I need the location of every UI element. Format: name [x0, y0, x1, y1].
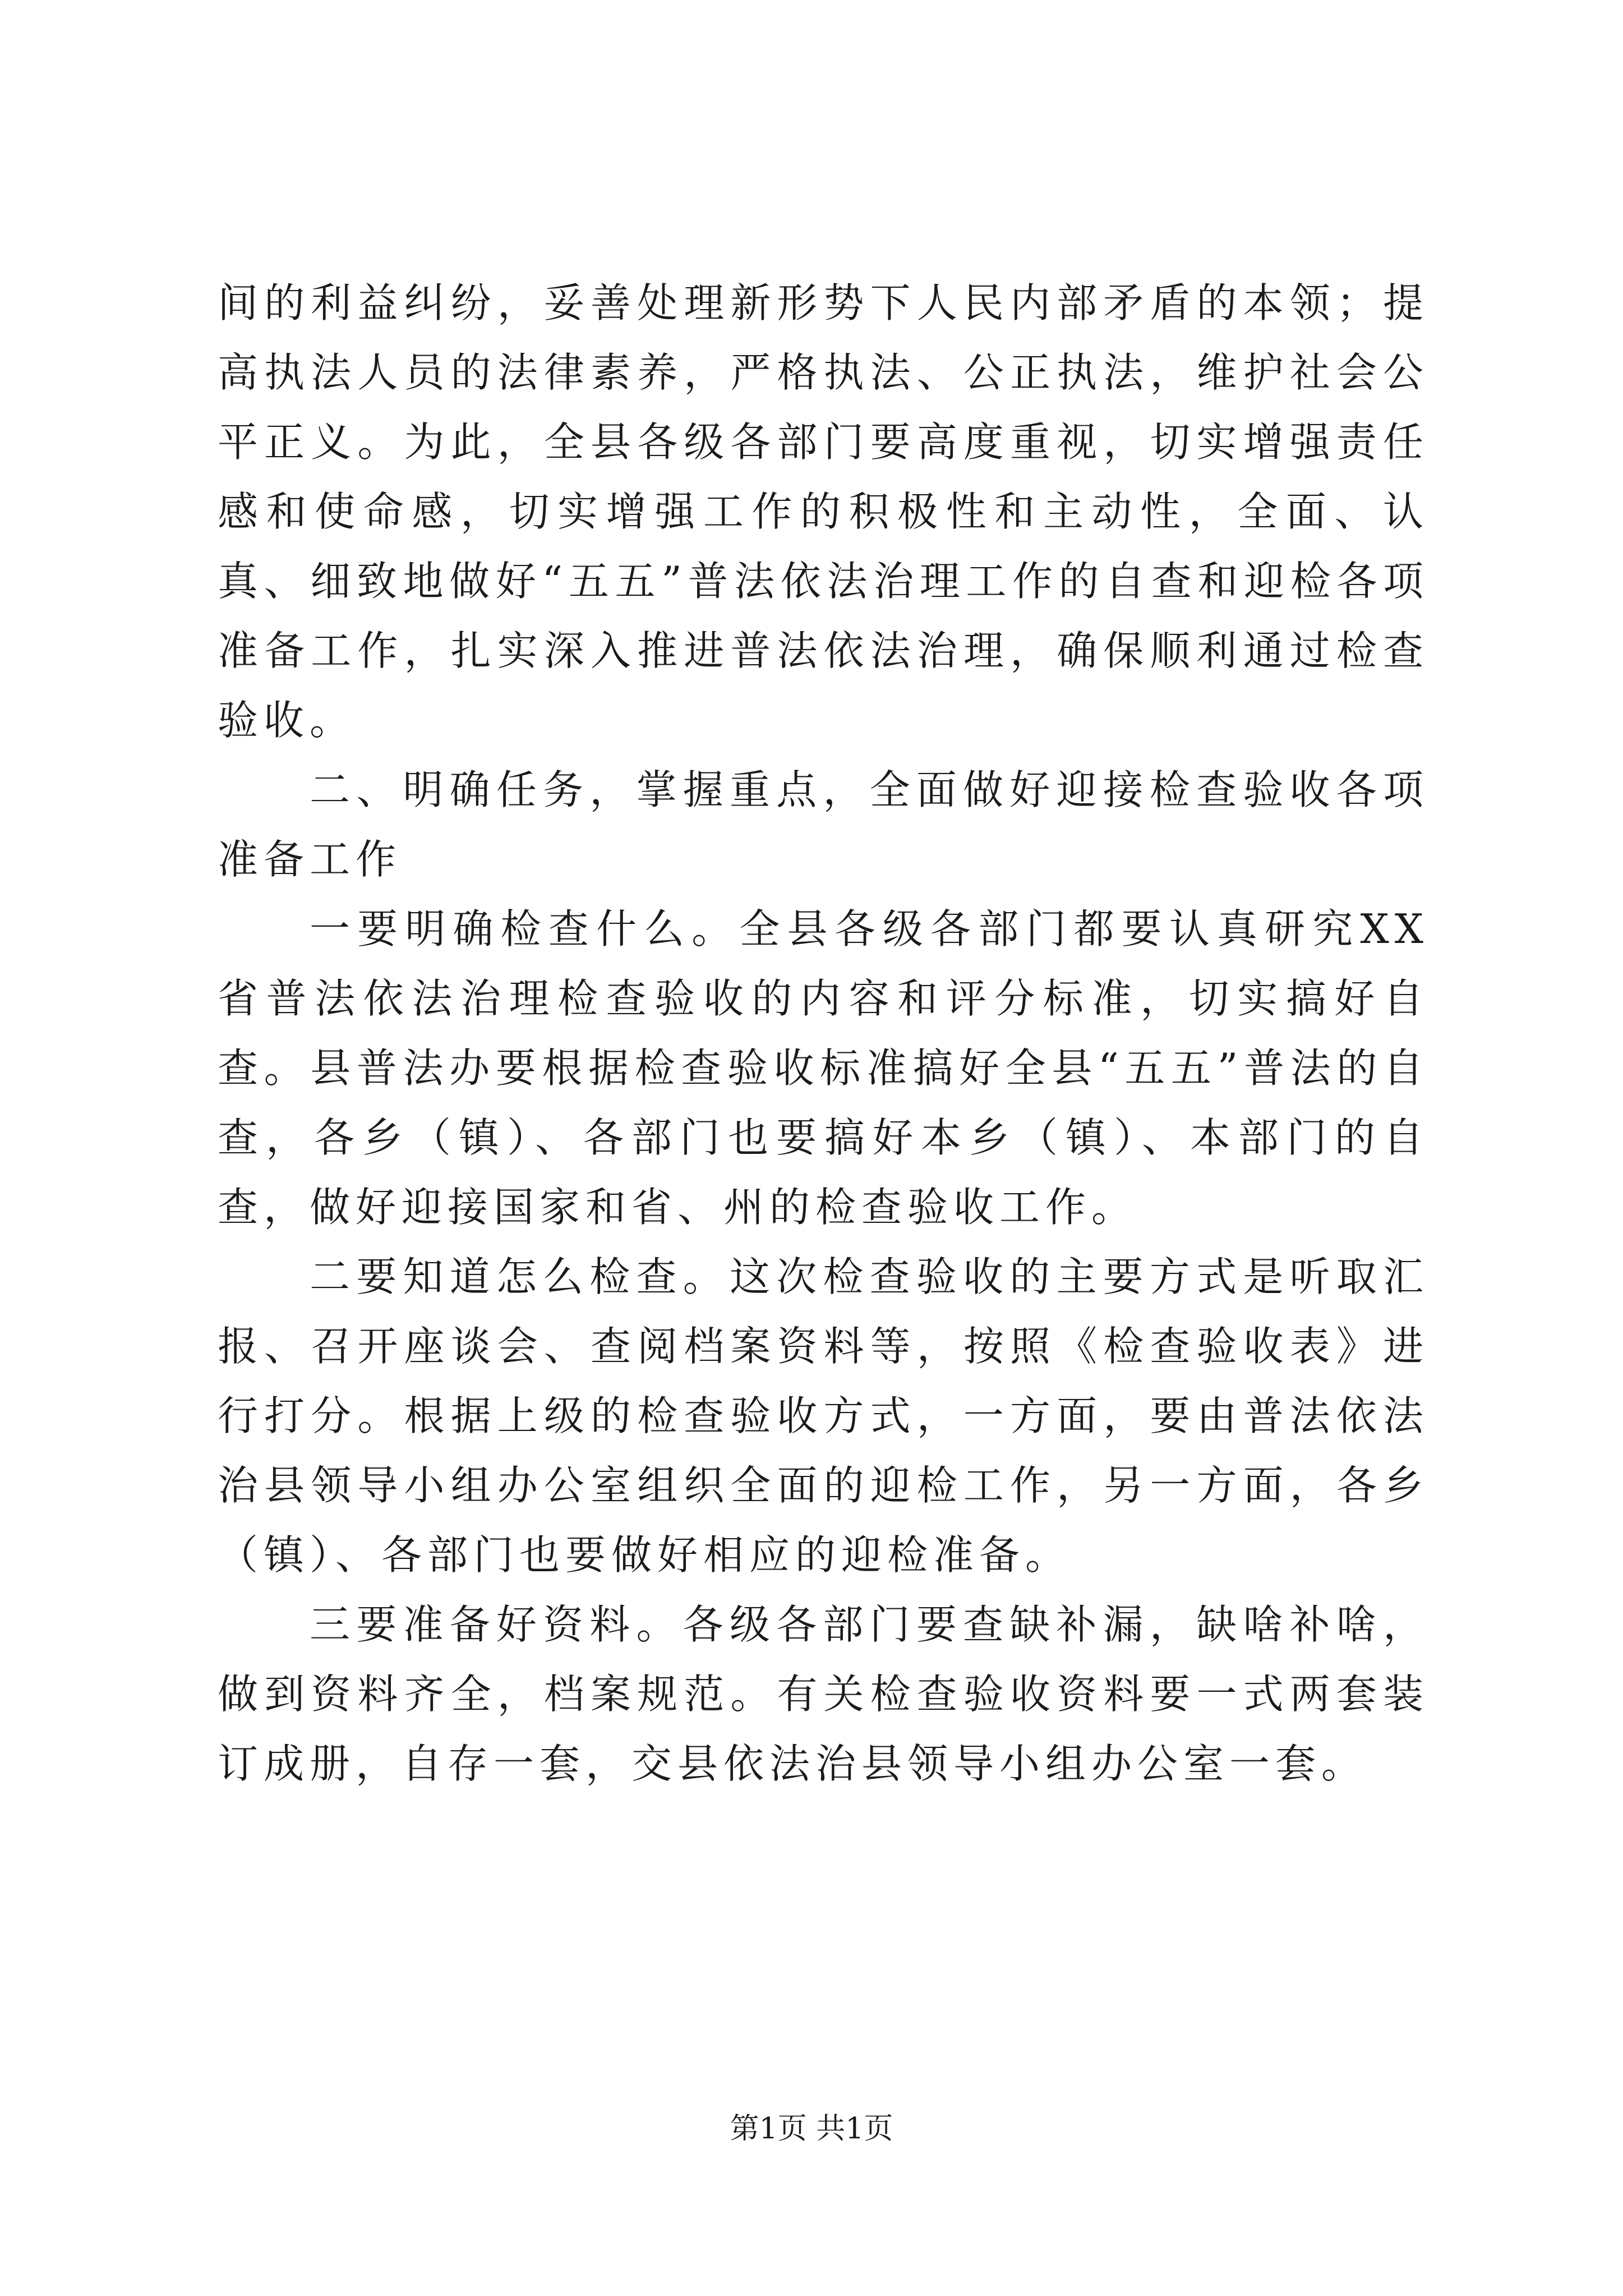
paragraph-item-2: 二要知道怎么检查。这次检查验收的主要方式是听取汇报、召开座谈会、查阅档案资料等，按照《检查验收表》进行打分。根据上级的检查验收方式，一方面，要由普法依法治县领导小组办公室组织全面的迎检工作，另一方面，各乡（镇）、各部门也要做好相应的迎检准备。	[218, 1253, 1429, 1579]
section-heading: 二、明确任务，掌握重点，全面做好迎接检查验收各项准备工作	[218, 766, 1429, 883]
page-footer: 第1页 共1页	[730, 2112, 893, 2146]
paragraph-continuation: 间的利益纠纷，妥善处理新形势下人民内部矛盾的本领；提高执法人员的法律素养，严格执法、公正执法，维护社会公平正义。为此，全县各级各部门要高度重视，切实增强责任感和使命感，切实增强工作的积极性和主动性，全面、认真、细致地做好“五五”普法依法治理工作的自查和迎检各项准备工作，扎实深入推进普法依法治理，确保顺利通过检查验收。	[218, 279, 1429, 744]
paragraph-item-1: 一要明确检查什么。全县各级各部门都要认真研究XX省普法依法治理检查验收的内容和评分标准，切实搞好自查。县普法办要根据检查验收标准搞好全县“五五”普法的自查，各乡（镇）、各部门也要搞好本乡（镇）、本部门的自查，做好迎接国家和省、州的检查验收工作。	[218, 905, 1429, 1231]
paragraph-item-3: 三要准备好资料。各级各部门要查缺补漏，缺啥补啥，做到资料齐全，档案规范。有关检查验收资料要一式两套装订成册，自存一套，交县依法治县领导小组办公室一套。	[218, 1601, 1429, 1787]
document-body	[218, 268, 1429, 1798]
